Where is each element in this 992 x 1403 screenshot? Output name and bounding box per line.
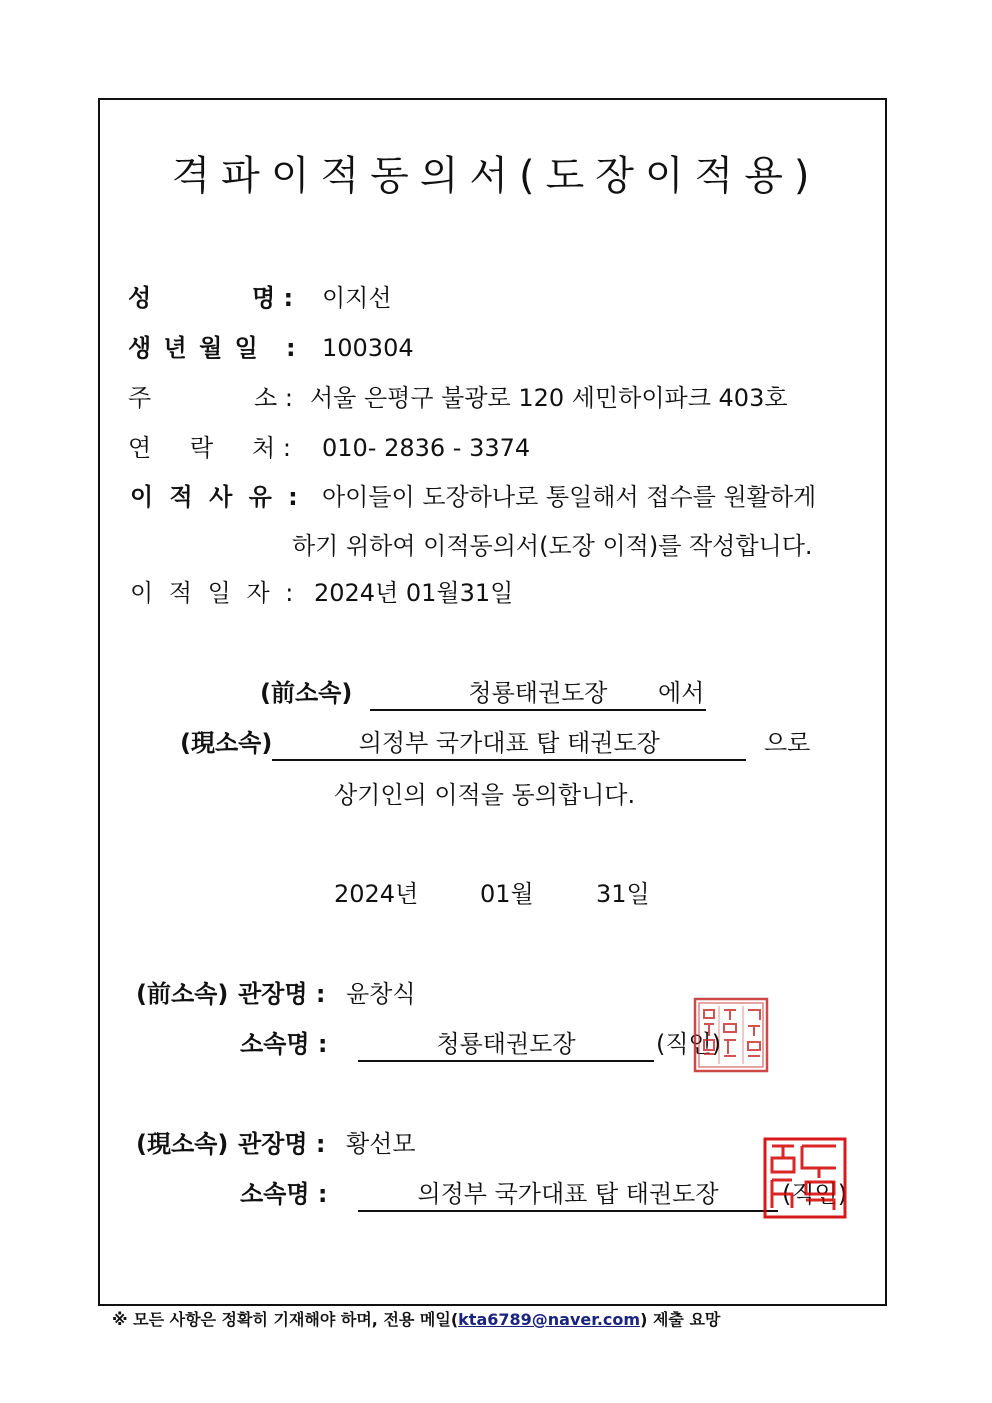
birth-value: 100304 (322, 334, 414, 362)
address-value: 서울 은평구 불광로 120 세민하이파크 403호 (310, 384, 788, 412)
prev-org-head-name: 윤창식 (346, 980, 416, 1008)
contact-label-third: 처 : (252, 434, 291, 462)
transfer-prev-line (260, 676, 704, 711)
submission-email-link[interactable]: kta6789@naver.com (458, 1310, 641, 1329)
curr-org-head-name: 황선모 (346, 1130, 416, 1158)
birth-label: 생 년 월 일 (128, 334, 260, 362)
footnote-text-after: ) 제출 요망 (640, 1310, 721, 1329)
curr-affiliation-suffix: 으로 (763, 729, 811, 757)
prev-org-name: 청룡태권도장 (358, 1028, 654, 1062)
prev-org-prefix: (前소속) (136, 980, 229, 1008)
sign-date-year: 2024년 (334, 880, 419, 908)
prev-org-seal-label: (직인) (656, 1030, 722, 1058)
address-label-first: 주 (128, 384, 152, 412)
sign-date-day: 31일 (596, 880, 650, 908)
prev-org-name-label: 소속명 : (240, 1030, 328, 1058)
reason-line-1: 아이들이 도장하나로 통일해서 접수를 원활하게 (322, 483, 817, 511)
curr-org-prefix: (現소속) (136, 1130, 229, 1158)
transfer-curr-line (180, 726, 810, 761)
name-label-first: 성 (128, 284, 152, 312)
birth-colon: : (286, 334, 296, 362)
prev-org-name-line (358, 1028, 654, 1062)
address-label-second: 소 : (254, 384, 293, 412)
name-label-second: 명 : (252, 284, 294, 312)
sign-date-month: 01월 (480, 880, 534, 908)
curr-org-name-label: 소속명 : (240, 1180, 328, 1208)
prev-org-head-label: 관장명 : (238, 980, 326, 1008)
footnote-text-before: ※ 모든 사항은 정확히 기재해야 하며, 전용 메일( (112, 1310, 459, 1329)
curr-org-seal-stamp (762, 1136, 848, 1220)
name-value: 이지선 (322, 284, 392, 312)
document-title: 격파이적동의서(도장이적용) (171, 153, 821, 199)
curr-org-head-label: 관장명 : (238, 1130, 326, 1158)
submission-footnote (112, 1309, 720, 1331)
contact-label-first: 연 (128, 434, 152, 462)
prev-affiliation-name: 청룡태권도장 (370, 677, 706, 711)
curr-org-name: 의정부 국가대표 탑 태권도장 (358, 1178, 778, 1212)
prev-affiliation-suffix: 에서 (657, 679, 705, 707)
reason-line-2: 하기 위하여 이적동의서(도장 이적)를 작성합니다. (292, 532, 813, 560)
contact-label-second: 락 (190, 434, 214, 462)
curr-org-seal-label: (직인) (782, 1180, 848, 1208)
date-label: 이 적 일 자 : (130, 579, 298, 607)
date-value: 2024년 01월31일 (314, 579, 514, 607)
contact-value: 010- 2836 - 3374 (322, 434, 531, 462)
consent-statement: 상기인의 이적을 동의합니다. (334, 781, 636, 809)
prev-org-seal-stamp (692, 996, 770, 1074)
curr-affiliation-prefix: (現소속) (180, 729, 273, 757)
curr-affiliation-name: 의정부 국가대표 탑 태권도장 (272, 727, 746, 761)
curr-org-name-line (358, 1178, 778, 1212)
prev-affiliation-prefix: (前소속) (260, 679, 353, 707)
reason-label: 이 적 사 유 : (130, 483, 302, 511)
